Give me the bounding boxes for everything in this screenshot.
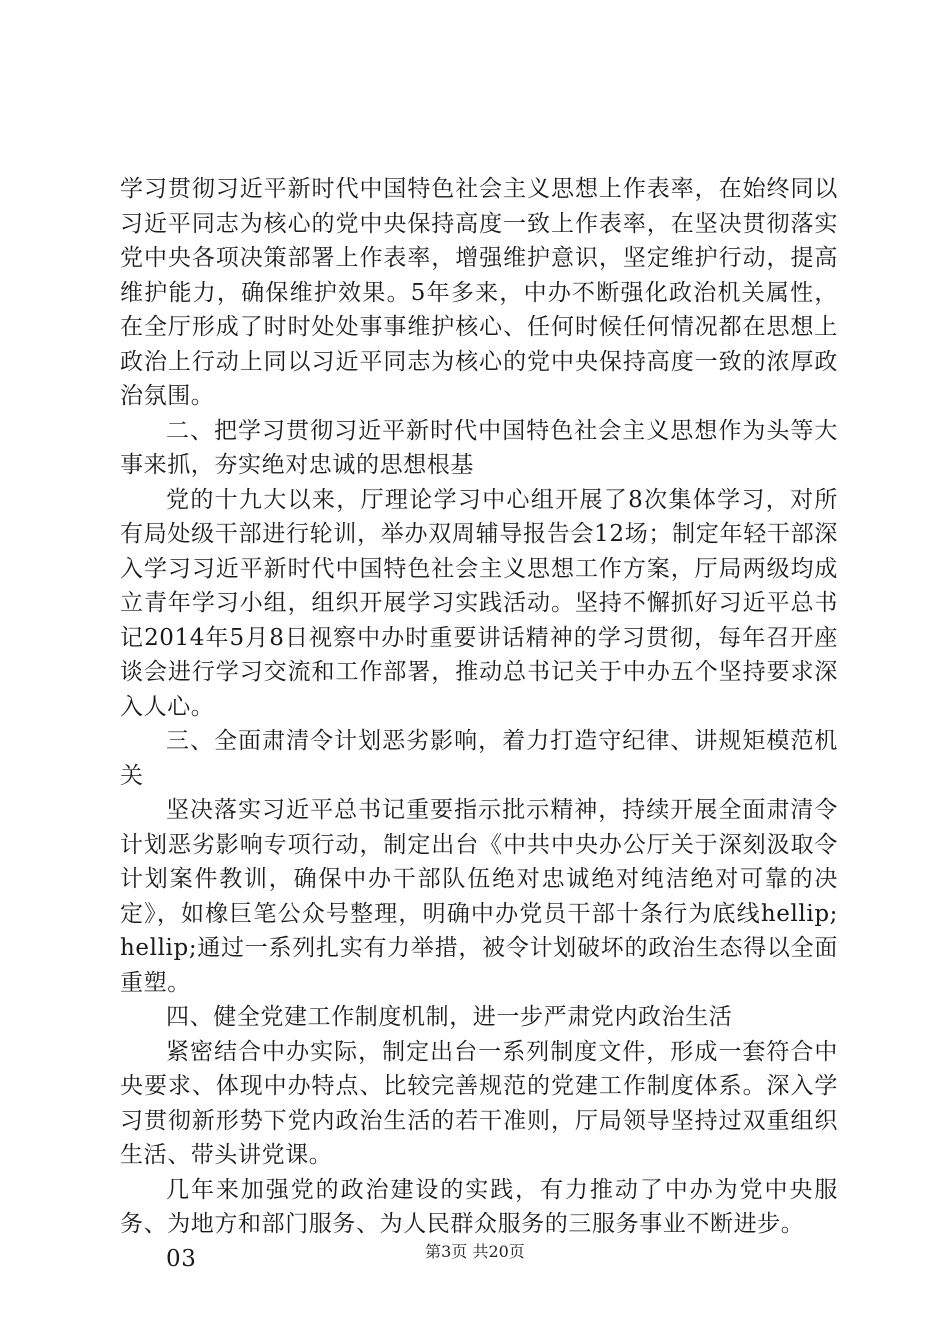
section-heading: 二、把学习贯彻习近平新时代中国特色社会主义思想作为头等大事来抓，夯实绝对忠诚的思想根基 xyxy=(120,417,838,478)
page-footer: 第3页 共20页 xyxy=(425,1242,525,1261)
body-paragraph: 坚决落实习近平总书记重要指示批示精神，持续开展全面肃清令计划恶劣影响专项行动，制定出台《中共中央办公厅关于深刻汲取令计划案件教训，确保中办干部队伍绝对忠诚绝对纯洁绝对可靠的决定》，如橡巨笔公众号整理，明确中办党员干部十条行为底线hellip;hellip;通过一系列扎实有力举措，被令计划破坏的政治生态得以全面重塑。 xyxy=(120,797,838,996)
section-number: 03 xyxy=(166,1245,197,1272)
document-body xyxy=(120,172,838,1276)
section-heading: 三、全面肃清令计划恶劣影响，着力打造守纪律、讲规矩模范机关 xyxy=(120,728,838,789)
body-paragraph: 学习贯彻习近平新时代中国特色社会主义思想上作表率，在始终同以习近平同志为核心的党中央保持高度一致上作表率，在坚决贯彻落实党中央各项决策部署上作表率，增强维护意识，坚定维护行动，提高维护能力，确保维护效果。5年多来，中办不断强化政治机关属性，在全厅形成了时时处处事事维护核心、任何时候任何情况都在思想上政治上行动上同以习近平同志为核心的党中央保持高度一致的浓厚政治氛围。 xyxy=(120,176,838,409)
body-paragraph: 几年来加强党的政治建设的实践，有力推动了中办为党中央服务、为地方和部门服务、为人民群众服务的三服务事业不断进步。 xyxy=(120,1176,838,1237)
body-paragraph: 紧密结合中办实际，制定出台一系列制度文件，形成一套符合中央要求、体现中办特点、比较完善规范的党建工作制度体系。深入学习贯彻新形势下党内政治生活的若干准则，厅局领导坚持过双重组织生活、带头讲党课。 xyxy=(120,1038,838,1168)
section-heading: 四、健全党建工作制度机制，进一步严肃党内政治生活 xyxy=(166,1004,733,1030)
body-paragraph: 党的十九大以来，厅理论学习中心组开展了8次集体学习，对所有局处级干部进行轮训，举办双周辅导报告会12场；制定年轻干部深入学习习近平新时代中国特色社会主义思想工作方案，厅局两级均成立青年学习小组，组织开展学习实践活动。坚持不懈抓好习近平总书记2014年5月8日视察中办时重要讲话精神的学习贯彻，每年召开座谈会进行学习交流和工作部署，推动总书记关于中办五个坚持要求深入人心。 xyxy=(120,486,838,720)
